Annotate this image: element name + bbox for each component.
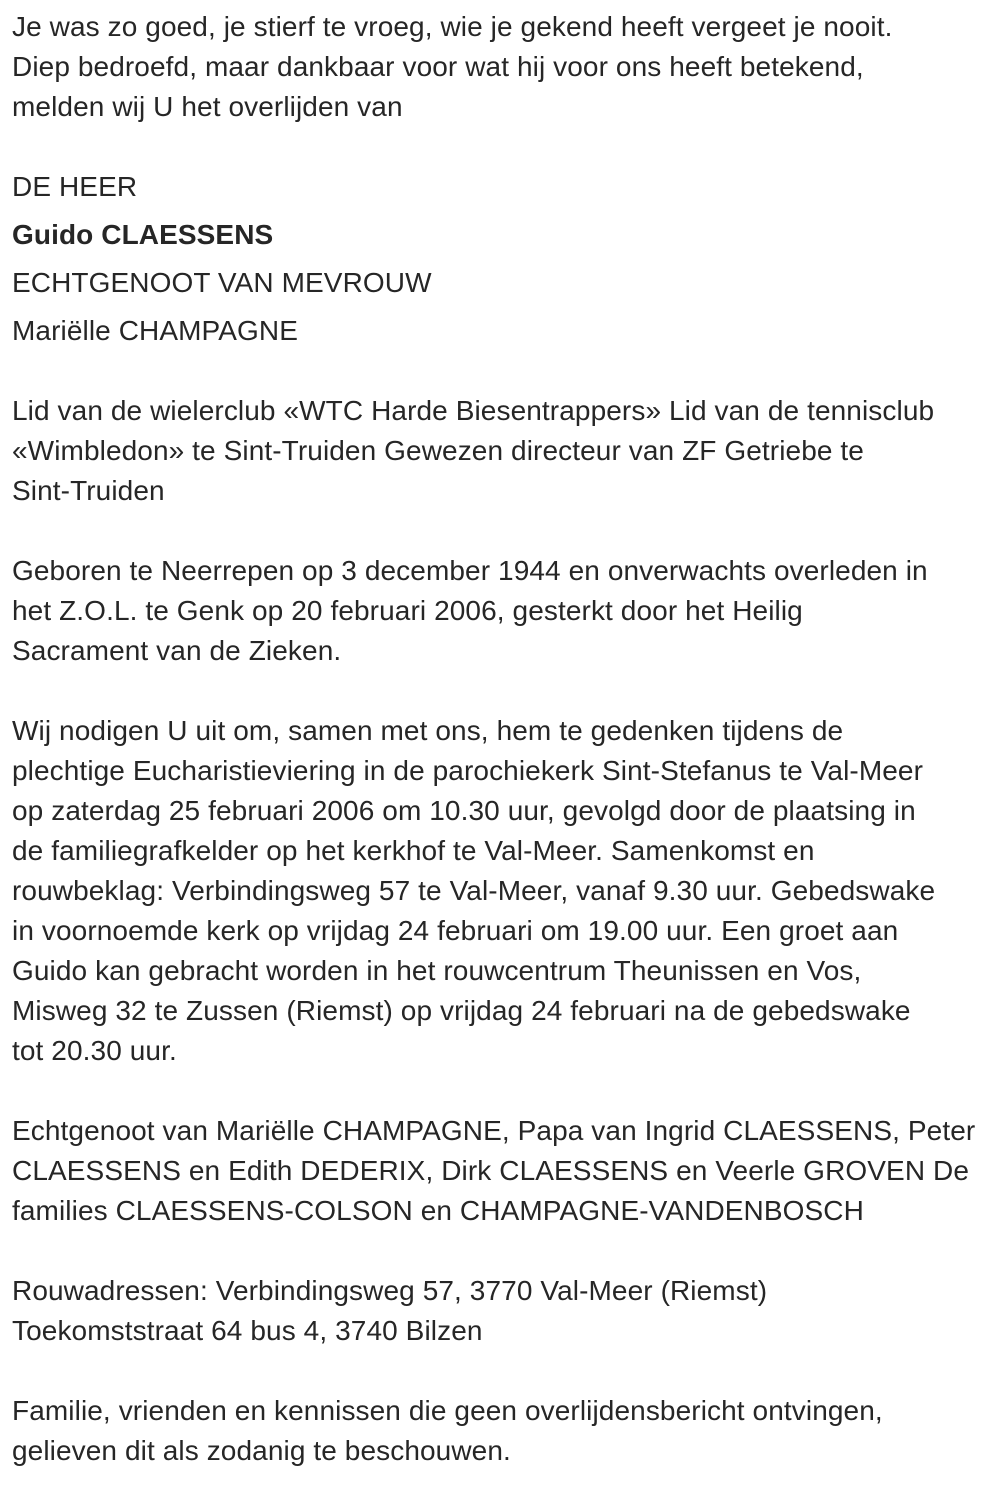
intro-verse bbox=[12, 7, 992, 127]
ceremony-text bbox=[12, 711, 992, 1071]
text-line: gelieven dit als zodanig te beschouwen. bbox=[12, 1435, 511, 1466]
closing-text bbox=[12, 1391, 992, 1471]
text-line: de familiegrafkelder op het kerkhof te Val-Meer. Samenkomst en bbox=[12, 835, 815, 866]
text-line: Geboren te Neerrepen op 3 december 1944 en onverwachts overleden in bbox=[12, 555, 928, 586]
text-line: Lid van de wielerclub «WTC Harde Biesentrappers» Lid van de tennisclub bbox=[12, 395, 935, 426]
text-line: Wij nodigen U uit om, samen met ons, hem te gedenken tijdens de bbox=[12, 715, 844, 746]
salutation bbox=[12, 167, 992, 207]
text-block-closing bbox=[12, 1391, 992, 1471]
text-block-family bbox=[12, 1111, 992, 1231]
text-line: Misweg 32 te Zussen (Riemst) op vrijdag 24 februari na de gebedswake bbox=[12, 995, 911, 1026]
family-text bbox=[12, 1111, 992, 1231]
mourning-addresses-text bbox=[12, 1271, 992, 1351]
text-line: op zaterdag 25 februari 2006 om 10.30 uur, gevolgd door de plaatsing in bbox=[12, 795, 916, 826]
text-line: het Z.O.L. te Genk op 20 februari 2006, gesterkt door het Heilig bbox=[12, 595, 803, 626]
text-line: families CLAESSENS-COLSON en CHAMPAGNE-VANDENBOSCH bbox=[12, 1195, 864, 1226]
text-line: Toekomststraat 64 bus 4, 3740 Bilzen bbox=[12, 1315, 483, 1346]
text-line: rouwbeklag: Verbindingsweg 57 te Val-Meer, vanaf 9.30 uur. Gebedswake bbox=[12, 875, 936, 906]
memberships-text bbox=[12, 391, 992, 511]
text-block-ceremony bbox=[12, 711, 992, 1071]
text-line: DE HEER bbox=[12, 171, 138, 202]
spouse-name bbox=[12, 311, 992, 351]
text-line: Mariëlle CHAMPAGNE bbox=[12, 315, 298, 346]
text-line: ECHTGENOOT VAN MEVROUW bbox=[12, 267, 432, 298]
text-line: tot 20.30 uur. bbox=[12, 1035, 177, 1066]
text-block-birth-death bbox=[12, 551, 992, 671]
text-line: Guido kan gebracht worden in het rouwcentrum Theunissen en Vos, bbox=[12, 955, 862, 986]
text-line: Sint-Truiden bbox=[12, 475, 165, 506]
spouse-intro bbox=[12, 263, 992, 303]
text-line: Familie, vrienden en kennissen die geen overlijdensbericht ontvingen, bbox=[12, 1395, 883, 1426]
text-line: Rouwadressen: Verbindingsweg 57, 3770 Val-Meer (Riemst) bbox=[12, 1275, 768, 1306]
text-line: Guido CLAESSENS bbox=[12, 219, 274, 250]
text-line: Echtgenoot van Mariëlle CHAMPAGNE, Papa van Ingrid CLAESSENS, Peter bbox=[12, 1115, 976, 1146]
text-line: plechtige Eucharistieviering in de parochiekerk Sint-Stefanus te Val-Meer bbox=[12, 755, 924, 786]
text-line: Sacrament van de Zieken. bbox=[12, 635, 342, 666]
text-line: melden wij U het overlijden van bbox=[12, 91, 403, 122]
text-block-mourning-addresses bbox=[12, 1271, 992, 1351]
birth-death-text bbox=[12, 551, 992, 671]
deceased-name bbox=[12, 215, 992, 255]
text-line: in voornoemde kerk op vrijdag 24 februari om 19.00 uur. Een groet aan bbox=[12, 915, 899, 946]
text-block-memberships bbox=[12, 391, 992, 511]
text-line: Diep bedroefd, maar dankbaar voor wat hij voor ons heeft betekend, bbox=[12, 51, 864, 82]
text-line: CLAESSENS en Edith DEDERIX, Dirk CLAESSENS en Veerle GROVEN De bbox=[12, 1155, 970, 1186]
text-line: «Wimbledon» te Sint-Truiden Gewezen directeur van ZF Getriebe te bbox=[12, 435, 864, 466]
text-block-deceased bbox=[12, 167, 992, 351]
text-line: Je was zo goed, je stierf te vroeg, wie je gekend heeft vergeet je nooit. bbox=[12, 11, 893, 42]
text-block-intro bbox=[12, 7, 992, 127]
